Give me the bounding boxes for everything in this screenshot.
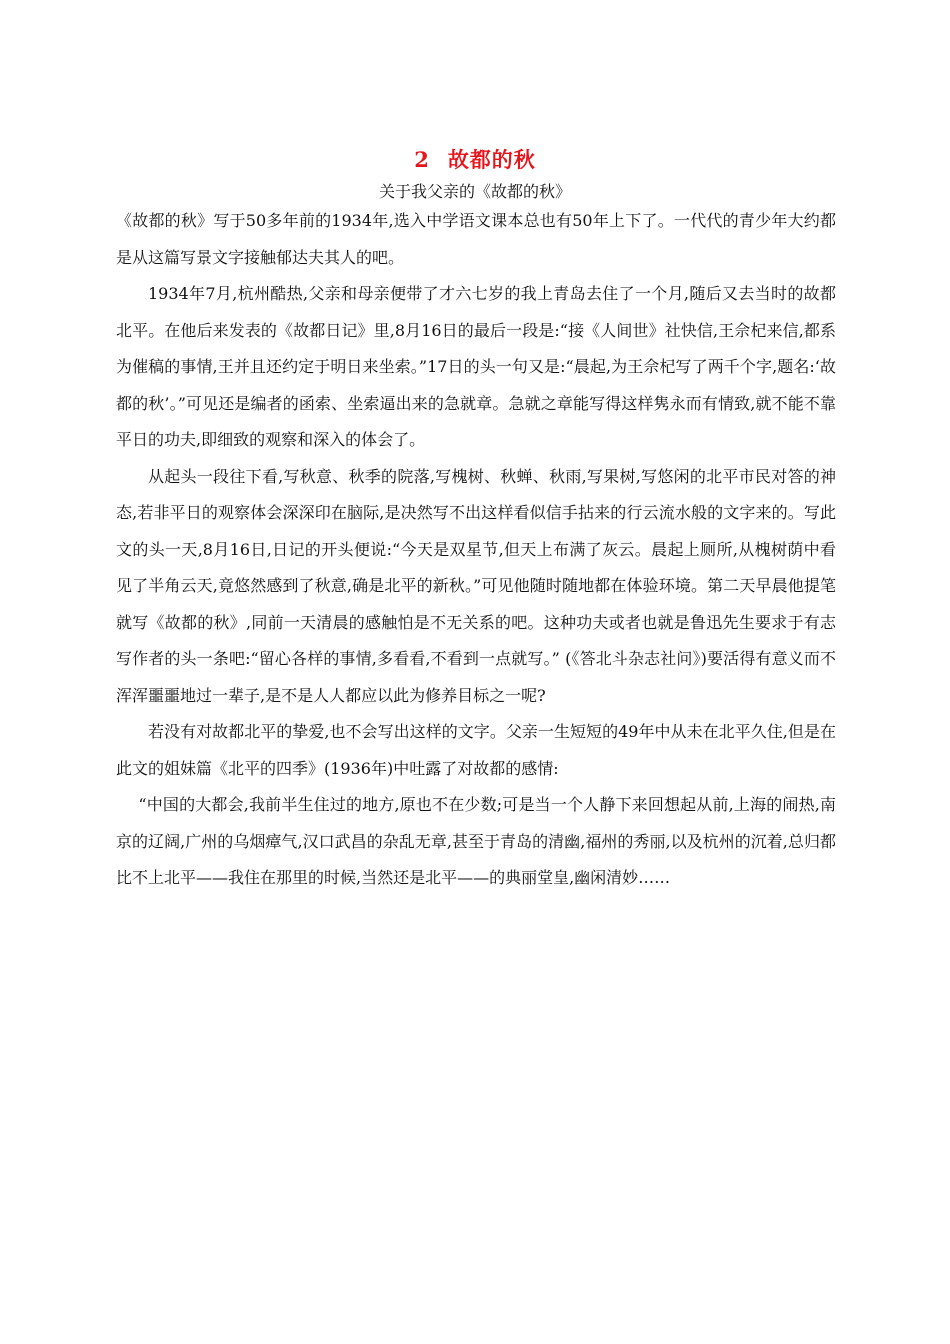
title-text: 故都的秋 <box>447 147 536 172</box>
paragraph: 1934年7月,杭州酷热,父亲和母亲便带了才六七岁的我上青岛去住了一个月,随后又去当时的故都北平。在他后来发表的《故都日记》里,8月16日的最后一段是:“接《人间世》社快信,王佘杞来信,都系为催稿的事情,王并且还约定于明日来坐索。”17日的头一句又是:“晨起,为王佘杞写了两千个字,题名:‘故都的秋’。”可见还是编者的函索、坐索逼出来的急就章。急就之章能写得这样隽永而有情致,就不能不靠平日的功夫,即细致的观察和深入的体会了。 <box>116 284 836 449</box>
paragraph: 从起头一段往下看,写秋意、秋季的院落,写槐树、秋蝉、秋雨,写果树,写悠闲的北平市民对答的神态,若非平日的观察体会深深印在脑际,是决然写不出这样看似信手拈来的行云流水般的文字来的。写此文的头一天,8月16日,日记的开头便说:“今天是双星节,但天上布满了灰云。晨起上厕所,从槐树荫中看见了半角云天,竟悠然感到了秋意,确是北平的新秋。”可见他随时随地都在体验环境。第二天早晨他提笔就写《故都的秋》,同前一天清晨的感触怕是不无关系的吧。这种功夫或者也就是鲁迅先生要求于有志写作者的头一条吧:“留心各样的事情,多看看,不看到一点就写。” (《答北斗杂志社问》)要活得有意义而不浑浑噩噩地过一辈子,是不是人人都应以此为修养目标之一呢? <box>116 466 836 705</box>
article-body <box>116 203 836 897</box>
paragraph: 《故都的秋》写于50多年前的1934年,选入中学语文课本总也有50年上下了。一代代的青少年大约都是从这篇写景文字接触郁达夫其人的吧。 <box>116 211 836 267</box>
page-title <box>0 146 950 174</box>
page-subtitle: 关于我父亲的《故都的秋》 <box>378 182 571 201</box>
title-number: 2 <box>414 147 430 172</box>
quoted-paragraph: “中国的大都会,我前半生住过的地方,原也不在少数;可是当一个人静下来回想起从前,上海的闹热,南京的辽阔,广州的乌烟瘴气,汉口武昌的杂乱无章,甚至于青岛的清幽,福州的秀丽,以及杭州的沉着,总归都比不上北平——我住在那里的时候,当然还是北平——的典丽堂皇,幽闲清妙…… <box>116 795 836 887</box>
paragraph: 若没有对故都北平的挚爱,也不会写出这样的文字。父亲一生短短的49年中从未在北平久住,但是在此文的姐妹篇《北平的四季》(1936年)中吐露了对故都的感情: <box>116 722 836 778</box>
